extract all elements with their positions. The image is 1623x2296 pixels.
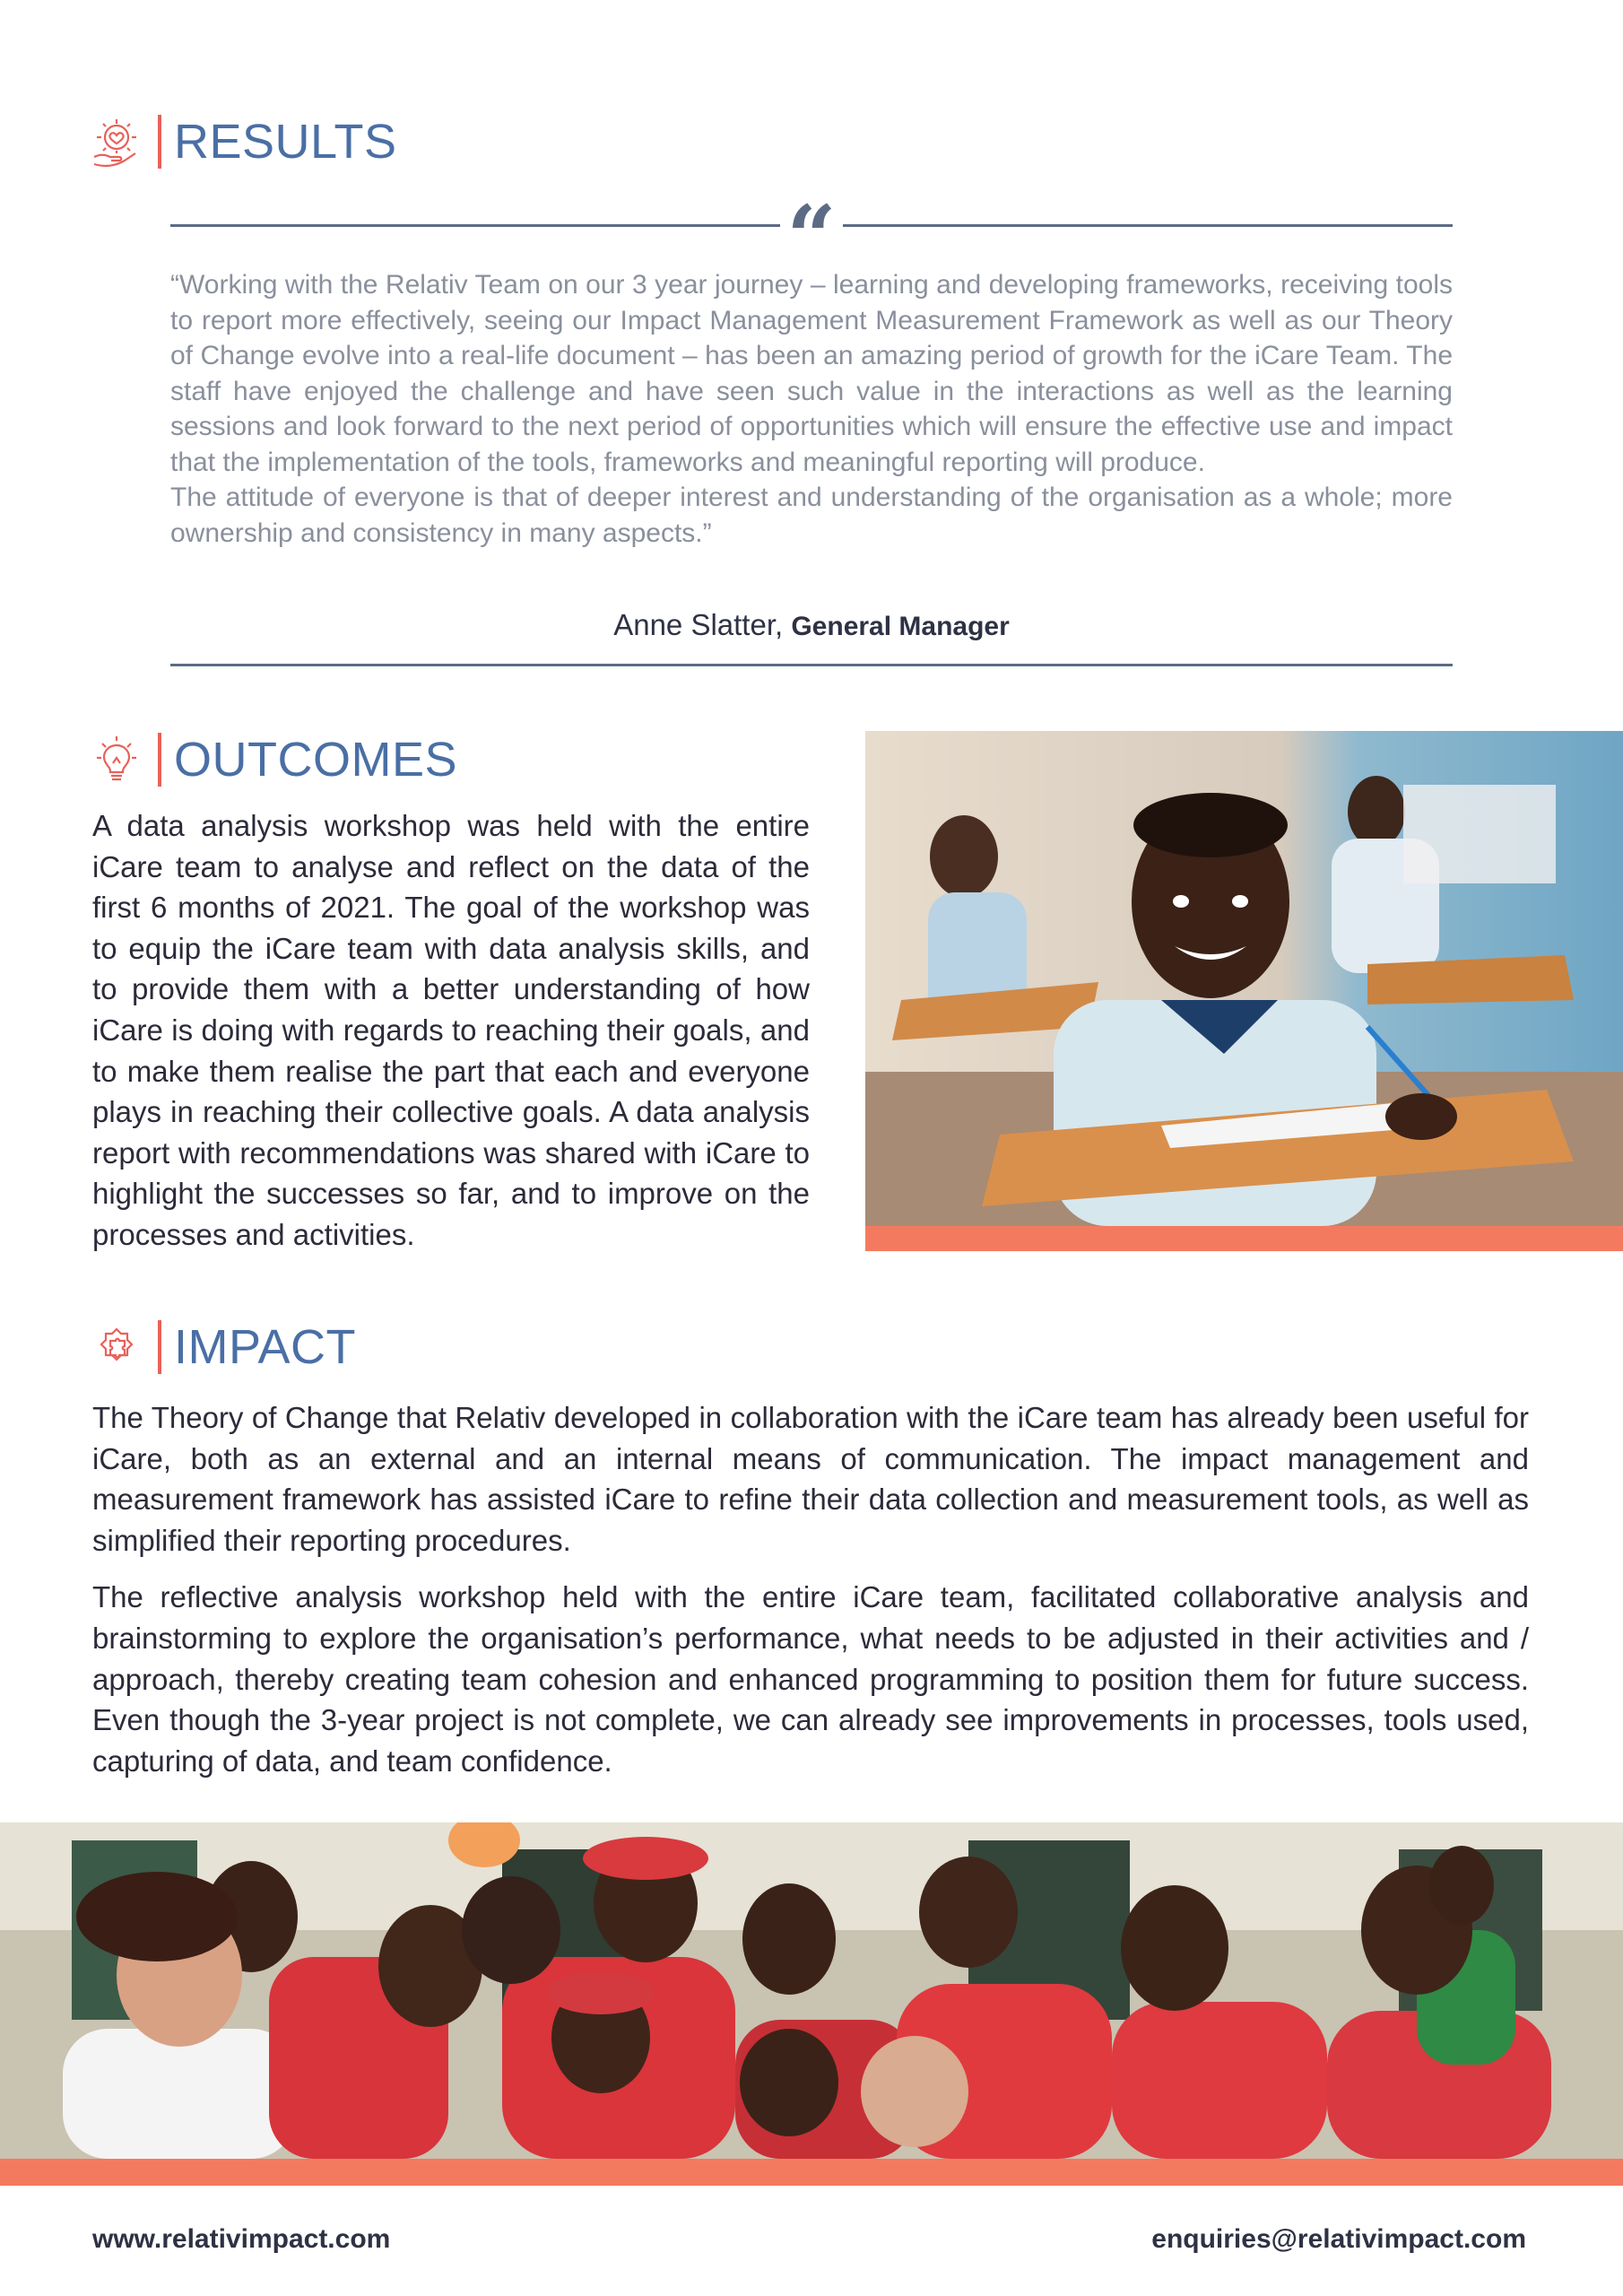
impact-body bbox=[92, 1397, 1529, 1781]
testimonial-quote bbox=[170, 267, 1453, 551]
impact-title: IMPACT bbox=[174, 1320, 356, 1374]
outcomes-body: A data analysis workshop was held with the entire iCare team to analyse and reflect on the data of the first 6 months of 2021. The goal of the workshop was to equip the iCare team with data analysis skills, and to provide them with a better understanding of how iCare is doing with regards to reaching their goals, and to make them realise the part that each and everyone plays in reaching their collective goals. A data analysis report with recommendations was shared with iCare to highlight the successes so far, and to improve on the processes and activities. bbox=[92, 809, 810, 1251]
photo-accent-band bbox=[865, 1226, 1623, 1251]
heading-divider bbox=[158, 1320, 161, 1374]
results-title: RESULTS bbox=[174, 115, 397, 169]
sparkle-heart-hand-icon bbox=[90, 115, 143, 169]
team-group-photo bbox=[0, 1822, 1623, 2159]
quote-paragraph: The attitude of everyone is that of deeper interest and understanding of the organisation as a whole; more ownership and consistency in many aspects.” bbox=[170, 483, 1453, 548]
impact-paragraph: The reflective analysis workshop held with the entire iCare team, facilitated collaborative analysis and brainstorming to explore the organisation’s performance, what needs to be adjusted in their activities and / approach, thereby creating team cohesion and enhanced programming to position them for future success. Even though the 3-year project is not complete, we can already see improvements in processes, tools used, capturing of data, and team confidence. bbox=[92, 1580, 1529, 1778]
classroom-student-photo bbox=[865, 731, 1623, 1226]
author-name: Anne Slatter, bbox=[613, 608, 784, 641]
heading-divider bbox=[158, 733, 161, 787]
impact-paragraph: The Theory of Change that Relativ developed in collaboration with the iCare team has already been useful for iCare, both as an external and an internal means of communication. The impact management and measurement framework has assisted iCare to refine their data collection and measurement tools, as well as simplified their reporting procedures. bbox=[92, 1401, 1529, 1557]
impact-heading bbox=[90, 1316, 356, 1378]
author-title: General Manager bbox=[791, 612, 1010, 641]
outcomes-heading bbox=[90, 728, 457, 791]
footer-email[interactable]: enquiries@relativimpact.com bbox=[1151, 2224, 1526, 2254]
lightbulb-icon bbox=[90, 733, 143, 787]
outcomes-title: OUTCOMES bbox=[174, 733, 458, 787]
puzzle-gear-icon bbox=[90, 1320, 143, 1374]
quote-bottom-rule bbox=[170, 664, 1453, 666]
quote-attribution bbox=[170, 608, 1453, 642]
heading-divider bbox=[158, 115, 161, 169]
quote-paragraph: “Working with the Relativ Team on our 3 year journey – learning and developing frameworks, receiving tools to report more effectively, seeing our Impact Management Measurement Framework as well as our Theory of Change evolve into a real-life document – has been an amazing period of growth for the iCare Team. The staff have enjoyed the challenge and have seen such value in the interactions as well as the learning sessions and look forward to the next period of opportunities which will ensure the effective use and impact that the implementation of the tools, frameworks and meaningful reporting will produce. bbox=[170, 270, 1453, 477]
results-heading bbox=[90, 110, 397, 173]
photo-accent-band bbox=[0, 2159, 1623, 2186]
footer-website[interactable]: www.relativimpact.com bbox=[92, 2224, 391, 2254]
quote-mark-icon: “ bbox=[780, 193, 843, 247]
